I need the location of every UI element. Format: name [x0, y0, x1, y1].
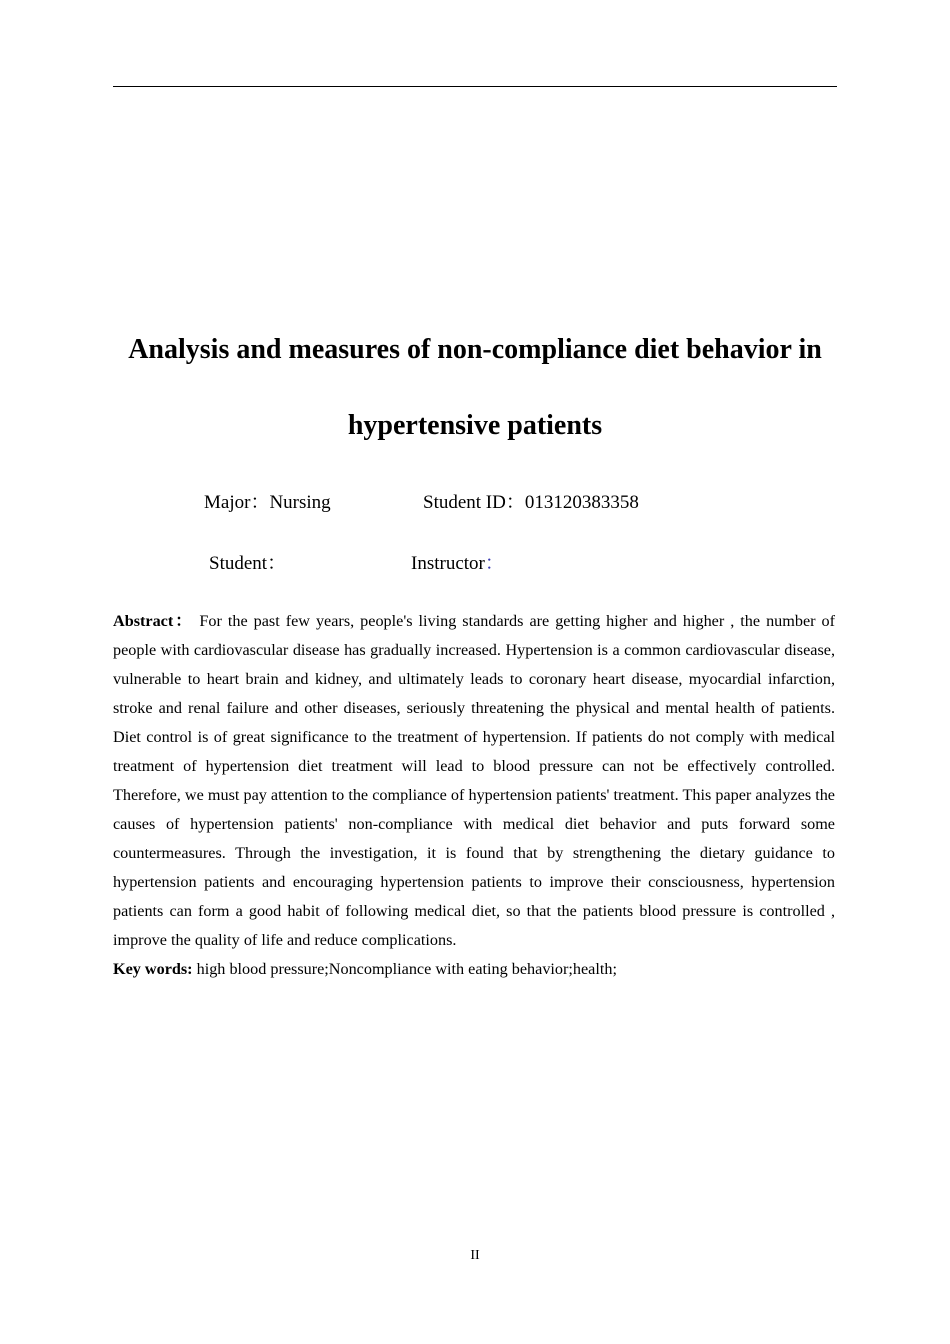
- major-value: Nursing: [269, 492, 331, 513]
- student-colon: ：: [267, 553, 287, 574]
- abstract-paragraph: [113, 607, 835, 955]
- page-number: II: [470, 1248, 480, 1263]
- abstract-text: For the past few years, people's living standards are getting higher and higher , the number of people with cardiovascular disease has gradually increased. Hypertension is a common cardiovascular disease, vulnerable to heart brain and kidney, and ultimately leads to coronary heart disease, myocardial infarction, stroke and renal failure and other diseases, seriously threatening the physical and mental health of patients. Diet control is of great significance to the treatment of hypertension. If patients do not comply with medical treatment of hypertension diet treatment will lead to blood pressure can not be effectively controlled. Therefore, we must pay attention to the compliance of hypertension patients' treatment. This paper analyzes the causes of hypertension patients' non-compliance with medical diet behavior and puts forward some countermeasures. Through the investigation, it is found that by strengthening the dietary guidance to hypertension patients and encouraging hypertension patients to improve their consciousness, hypertension patients can form a good habit of following medical diet, so that the patients blood pressure is controlled , improve the quality of life and reduce complications.: [113, 612, 836, 949]
- keywords-line: [113, 955, 835, 984]
- student-field: [209, 552, 286, 576]
- student-id-colon: ：: [505, 492, 525, 513]
- instructor-field: [411, 552, 504, 576]
- instructor-colon: ：: [484, 553, 504, 574]
- student-label: Student: [209, 553, 268, 574]
- title-line-1: Analysis and measures of non-compliance diet behavior in: [128, 334, 822, 365]
- title-line-2: hypertensive patients: [347, 410, 603, 441]
- header-rule: [113, 86, 837, 87]
- major-label: Major: [204, 492, 251, 513]
- student-id-field: [423, 491, 639, 515]
- abstract-label: Abstract：: [113, 612, 194, 630]
- student-id-value: 013120383358: [524, 492, 639, 513]
- major-colon: ：: [250, 492, 270, 513]
- major-field: [204, 491, 331, 515]
- student-id-label: Student ID: [423, 492, 506, 513]
- instructor-label: Instructor: [411, 553, 485, 574]
- paper-title: [113, 312, 837, 464]
- keywords-text: high blood pressure;Noncompliance with eating behavior;health;: [196, 960, 617, 978]
- keywords-label: Key words:: [113, 960, 193, 978]
